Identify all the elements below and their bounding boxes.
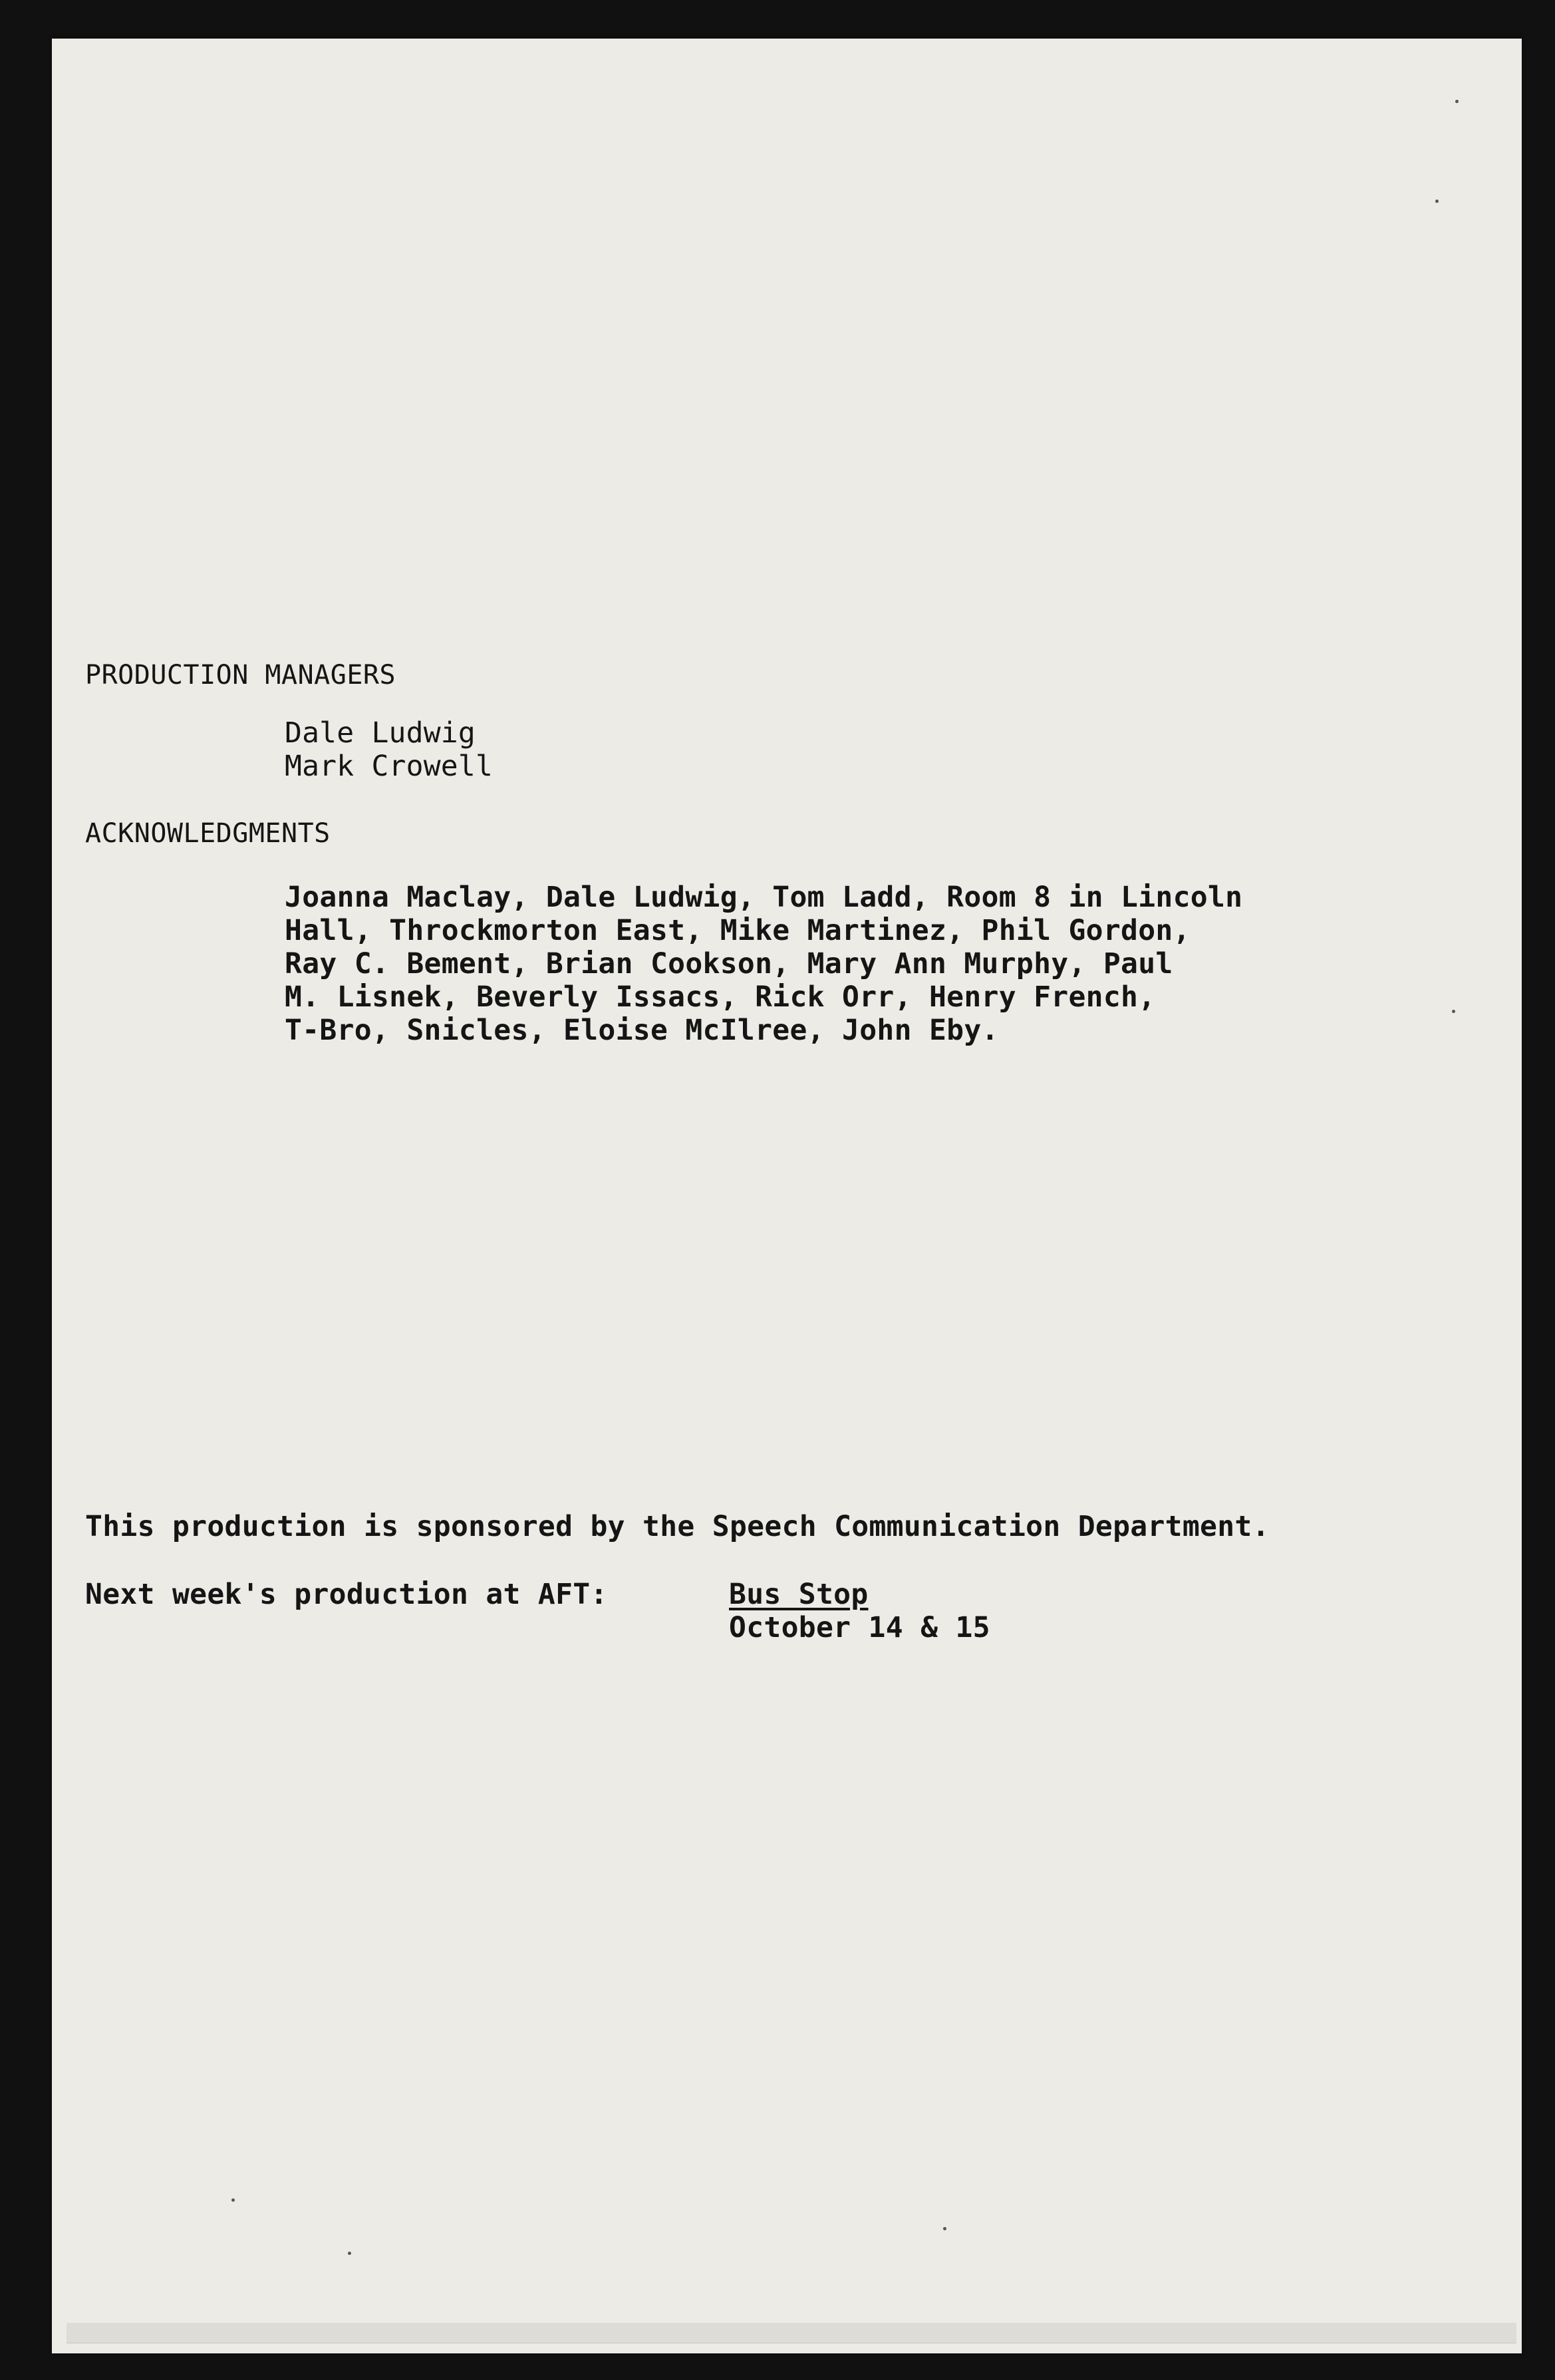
document-page: [52, 39, 1522, 2353]
acknowledgments-line: T-Bro, Snicles, Eloise McIlree, John Eby.: [285, 1014, 999, 1047]
next-production-dates: October 14 & 15: [729, 1611, 990, 1644]
paper-speck: [1452, 1010, 1455, 1013]
sponsor-statement: This production is sponsored by the Speech Communication Department.: [85, 1510, 1270, 1543]
paper-speck: [1455, 100, 1459, 103]
acknowledgments-line: Ray C. Bement, Brian Cookson, Mary Ann Murphy, Paul: [285, 947, 1173, 980]
acknowledgments-line: M. Lisnek, Beverly Issacs, Rick Orr, Henry French,: [285, 980, 1156, 1014]
acknowledgments-line: Joanna Maclay, Dale Ludwig, Tom Ladd, Room 8 in Lincoln: [285, 881, 1243, 914]
production-manager-name: Mark Crowell: [285, 750, 494, 783]
paper-speck: [943, 2227, 946, 2230]
next-production-title: Bus Stop: [729, 1578, 869, 1611]
paper-speck: [1435, 200, 1439, 203]
page-edge: [67, 2323, 1516, 2343]
paper-speck: [231, 2198, 235, 2202]
paper-speck: [348, 2252, 351, 2255]
next-production-label: Next week's production at AFT:: [85, 1578, 608, 1611]
acknowledgments-heading: ACKNOWLEDGMENTS: [85, 818, 331, 849]
production-managers-heading: PRODUCTION MANAGERS: [85, 660, 396, 690]
production-manager-name: Dale Ludwig: [285, 716, 476, 750]
acknowledgments-line: Hall, Throckmorton East, Mike Martinez, Phil Gordon,: [285, 914, 1191, 947]
